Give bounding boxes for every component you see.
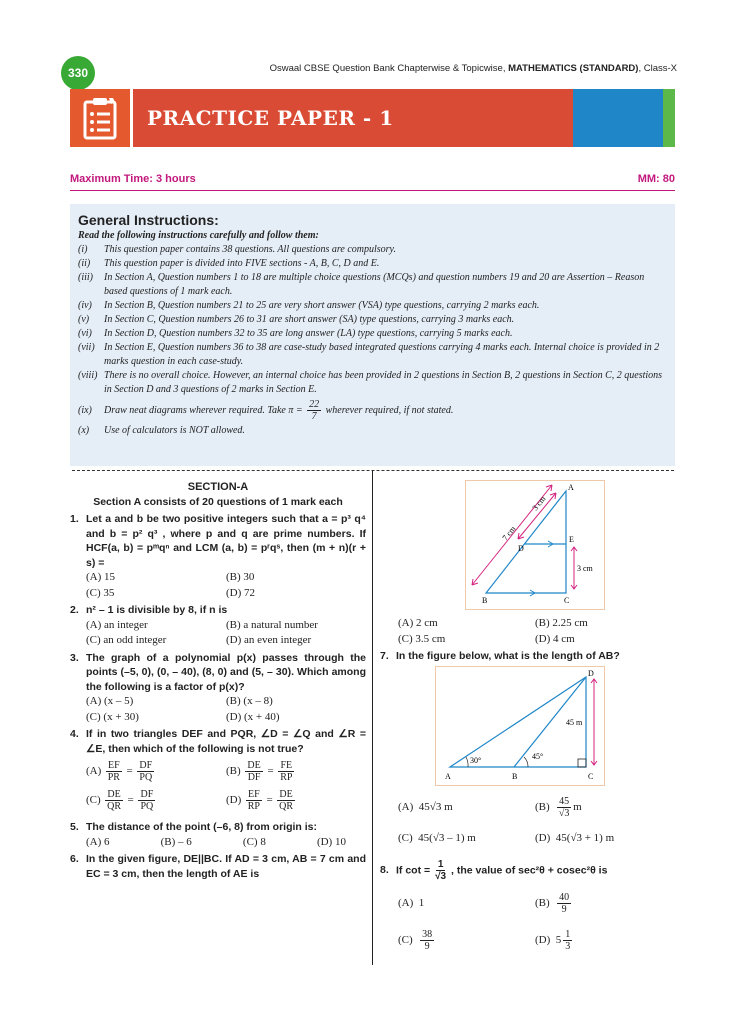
section-divider	[72, 470, 674, 471]
question-text: Let a and b be two positive integers such that a = p³ q⁴ and b = p² q³ , where p and q are prime numbers. If HCF(a, b) = pᵐqⁿ and LCM (a, b) = pʳqˢ, then (m + n)(r + s) =	[86, 513, 366, 569]
title-banner	[70, 89, 675, 147]
option-a: (A) $\frac{EF}{PR}$ = $\frac{DF}{PQ}$	[86, 760, 153, 783]
option-d: (D) 4 cm	[535, 632, 575, 645]
instruction-number: (v)	[78, 314, 90, 325]
question-8-options	[380, 892, 672, 952]
banner-blue-stripe	[573, 89, 663, 147]
question-7	[380, 649, 672, 664]
fraction-numerator: DF	[139, 760, 153, 771]
fraction	[137, 760, 154, 783]
fraction	[563, 929, 572, 952]
section-subtitle: Section A consists of 20 questions of 1 mark each	[93, 495, 343, 508]
instruction-text: In Section E, Question numbers 36 to 38 are case-study based integrated questions carrying 4 marks each. Internal choice is provided in 2 marks question in each case-study.	[104, 342, 660, 367]
fraction-denominator: PQ	[139, 772, 153, 783]
option-a: (A) 2 cm	[398, 617, 438, 629]
option-d	[535, 831, 672, 846]
option-label: (C)	[86, 794, 101, 807]
question-text: n² – 1 is divisible by 8, if n is	[86, 604, 228, 616]
fraction	[138, 789, 155, 812]
fraction-numerator: DF	[140, 789, 154, 800]
fraction	[106, 760, 122, 783]
column-divider	[372, 470, 373, 965]
instruction-item	[78, 243, 667, 257]
fig7-height: 45 m	[566, 717, 583, 727]
option-b: (B) 2.25 cm	[535, 617, 588, 629]
fraction-numerator: EF	[108, 760, 120, 771]
right-column	[380, 480, 672, 952]
pi-fraction	[307, 399, 321, 422]
meta-divider	[70, 190, 675, 191]
option-c	[398, 831, 535, 846]
option-label: (D)	[535, 831, 551, 844]
instruction-number: (ii)	[78, 258, 91, 269]
banner-title-box	[133, 89, 573, 147]
option-d: (D) an even integer	[226, 634, 312, 646]
question-text: In the given figure, DE||BC. If AD = 3 cm, AB = 7 cm and EC = 3 cm, then the length of AE is	[86, 853, 366, 880]
fraction-numerator: DE	[279, 789, 293, 800]
fig7-label-b: B	[512, 771, 518, 781]
question-number: 8.	[380, 864, 389, 877]
fig6-label-a: A	[568, 483, 574, 492]
option-c: (C) 3.5 cm	[398, 632, 446, 645]
instruction-number: (x)	[78, 425, 90, 436]
instruction-item	[78, 341, 667, 369]
instructions-heading: General Instructions:	[78, 212, 219, 228]
option-value: 45(√3 – 1) m	[418, 831, 476, 844]
fraction	[278, 760, 294, 783]
running-header-subject: MATHEMATICS (STANDARD)	[508, 63, 639, 74]
question-number: 3.	[70, 651, 79, 664]
question-number: 4.	[70, 728, 79, 740]
fraction-numerator: 45	[559, 795, 570, 807]
fraction-denominator: √3	[435, 871, 447, 882]
instruction-text	[104, 399, 667, 422]
question-number: 2.	[70, 604, 79, 616]
fraction-numerator: 1	[565, 929, 571, 940]
option-b: (B) 30	[226, 571, 255, 583]
fraction	[277, 789, 294, 812]
mixed-whole: 5	[555, 934, 562, 947]
fraction-numerator: FE	[280, 760, 293, 771]
fraction-denominator: 7	[311, 411, 317, 422]
page-number-badge: 330	[61, 56, 95, 90]
fig6-length-ad: 3 cm	[530, 494, 548, 513]
option-d	[535, 929, 672, 952]
option-unit: m	[573, 800, 582, 813]
fig7-label-d: D	[588, 668, 594, 678]
question-3	[70, 651, 366, 695]
instruction-text: There is no overall choice. However, an internal choice has been provided in 2 questions in Section B, 2 questions in Section C, 2 questions in Section D and 3 questions of 2 marks in Section E.	[104, 370, 663, 395]
clipboard-list-icon	[70, 89, 133, 147]
option-label: (B)	[535, 800, 550, 813]
question-7-options	[380, 796, 672, 846]
running-header	[270, 63, 677, 74]
fraction-numerator: 1	[437, 859, 444, 870]
fraction-denominator: DF	[247, 772, 261, 783]
question-text: The distance of the point (–6, 8) from origin is:	[86, 821, 318, 833]
fraction	[420, 929, 434, 952]
fig6-label-c: C	[564, 596, 570, 605]
option-d: (D) 72	[226, 586, 256, 599]
instruction-item	[78, 369, 667, 397]
option-label: (C)	[398, 831, 413, 844]
question-7-figure	[435, 666, 605, 786]
question-4-options	[70, 760, 366, 812]
option-c: (C) (x + 30)	[86, 710, 139, 723]
question-6	[70, 852, 366, 881]
option-c: (C) 35	[86, 586, 115, 599]
instruction-item	[78, 424, 667, 438]
instruction-item	[78, 257, 667, 271]
fraction-denominator: √3	[558, 807, 570, 819]
option-a: (A) 15	[86, 571, 116, 583]
fig6-label-e: E	[569, 535, 574, 544]
option-d: (D) 10	[316, 835, 346, 848]
option-c: (C) $\frac{DE}{QR}$ = $\frac{DF}{PQ}$	[86, 789, 154, 812]
fraction-denominator: 3	[565, 941, 571, 952]
fraction	[435, 859, 446, 882]
instruction-number: (vii)	[78, 342, 95, 353]
option-a: (A) an integer	[86, 618, 148, 631]
instruction-text: In Section C, Question numbers 26 to 31 are short answer (SA) type questions, carrying 3 marks each.	[104, 314, 515, 325]
fraction-numerator: DE	[107, 789, 121, 800]
question-2	[70, 603, 366, 618]
fraction-numerator: 38	[422, 929, 433, 940]
instruction-item	[78, 327, 667, 341]
fraction	[557, 892, 571, 915]
instruction-number: (viii)	[78, 370, 98, 381]
question-4	[70, 727, 366, 756]
option-label: (A)	[398, 897, 414, 910]
fraction-denominator: QR	[107, 801, 122, 812]
fraction-denominator: QR	[279, 801, 294, 812]
option-b: (B) – 6	[160, 835, 192, 848]
option-b	[535, 892, 672, 915]
fraction-numerator: 40	[559, 892, 570, 903]
question-1-options	[70, 570, 366, 600]
option-value: 1	[418, 897, 425, 910]
left-column	[70, 480, 366, 881]
question-text: In the figure below, what is the length of AB?	[396, 650, 620, 662]
question-2-options	[70, 618, 366, 648]
fraction-numerator: EF	[248, 789, 260, 800]
option-b: (B) $\frac{DE}{DF}$ = $\frac{FE}{RP}$	[226, 760, 293, 783]
fig6-length-ec: 3 cm	[577, 564, 593, 573]
instruction-item	[78, 299, 667, 313]
option-value: 45√3 m	[418, 800, 453, 813]
fig7-angle-b: 45°	[532, 751, 544, 761]
instruction-number: (i)	[78, 244, 88, 255]
option-label: (C)	[398, 934, 413, 947]
option-c	[398, 929, 535, 952]
instruction-number: (iii)	[78, 272, 93, 283]
max-marks: MM: 80	[637, 173, 675, 185]
option-a: (A) (x – 5)	[86, 695, 134, 707]
general-instructions	[70, 204, 675, 466]
option-label: (D)	[535, 934, 551, 947]
fraction-denominator: 9	[424, 941, 430, 952]
instruction-number: (vi)	[78, 328, 92, 339]
instruction-text: In Section A, Question numbers 1 to 18 are multiple choice questions (MCQs) and question numbers 19 and 20 are Assertion – Reason based questions of 1 mark each.	[104, 272, 645, 297]
instruction-item	[78, 313, 667, 327]
fraction	[245, 760, 262, 783]
fig7-label-a: A	[445, 771, 451, 781]
question-number: 6.	[70, 853, 79, 865]
exam-meta	[70, 173, 675, 185]
question-number: 5.	[70, 821, 79, 833]
question-5-options	[70, 835, 366, 850]
option-label: (D)	[226, 794, 242, 807]
instruction-number: (ix)	[78, 404, 92, 416]
fraction-denominator: PQ	[140, 801, 154, 812]
running-header-class: , Class-X	[638, 63, 677, 74]
option-a	[398, 892, 535, 915]
instruction-text: This question paper is divided into FIVE sections - A, B, C, D and E.	[104, 258, 380, 269]
fraction	[246, 789, 262, 812]
question-5	[70, 820, 366, 835]
fraction-denominator: 9	[561, 904, 567, 915]
question-number: 7.	[380, 650, 389, 662]
option-b: (B) a natural number	[226, 618, 318, 631]
section-title: SECTION-A	[187, 481, 249, 493]
fig6-length-ab: 7 cm	[500, 524, 518, 543]
option-b	[535, 796, 672, 819]
option-a	[398, 796, 535, 819]
option-d: (D) $\frac{EF}{RP}$ = $\frac{DE}{QR}$	[226, 789, 294, 812]
question-1	[70, 512, 366, 570]
banner-green-stripe	[663, 89, 675, 147]
fraction-numerator: DE	[247, 760, 261, 771]
option-label: (A)	[86, 765, 102, 778]
option-b: (B) (x – 8)	[226, 695, 273, 707]
max-time: Maximum Time: 3 hours	[70, 173, 196, 185]
fig7-angle-a: 30°	[470, 755, 482, 765]
option-c: (C) an odd integer	[86, 634, 167, 646]
page-title: PRACTICE PAPER - 1	[147, 106, 394, 130]
instructions-lead: Read the following instructions carefully and follow them:	[78, 230, 319, 241]
option-c: (C) 8	[242, 835, 266, 848]
fig7-label-c: C	[588, 771, 594, 781]
question-text	[396, 859, 672, 882]
fraction-numerator: 22	[309, 399, 320, 410]
option-label: (B)	[226, 765, 241, 778]
question-6-options	[380, 616, 672, 646]
question-text-post: , the value of sec²θ + cosec²θ is	[448, 864, 608, 877]
running-header-prefix: Oswaal CBSE Question Bank Chapterwise & Topicwise,	[269, 63, 509, 74]
instruction-text: In Section D, Question numbers 32 to 35 are long answer (LA) type questions, carrying 5 marks each.	[104, 328, 513, 339]
question-text-pre: If cot =	[396, 864, 434, 877]
option-label: (A)	[398, 800, 414, 813]
instruction-item	[78, 271, 667, 299]
fraction	[557, 796, 571, 819]
option-a: (A) 6	[86, 835, 110, 848]
question-text: The graph of a polynomial p(x) passes through the points (–5, 0), (0, – 40), (8, 0) and (5, – 30). Which among the following is a factor of p(x)?	[86, 651, 366, 693]
fraction-denominator: RP	[247, 801, 260, 812]
question-6-figure	[465, 480, 605, 610]
question-text: If in two triangles DEF and PQR, ∠D = ∠Q and ∠R = ∠E, then which of the following is not true?	[86, 728, 366, 755]
instruction-text: Use of calculators is NOT allowed.	[104, 425, 245, 436]
option-value: 45(√3 + 1) m	[555, 831, 615, 844]
question-number: 1.	[70, 513, 79, 525]
instruction-text: This question paper contains 38 questions. All questions are compulsory.	[104, 244, 396, 255]
fig6-label-d: D	[518, 544, 524, 553]
fraction	[105, 789, 122, 812]
question-3-options	[70, 694, 366, 724]
option-d: (D) (x + 40)	[226, 710, 280, 723]
fig6-label-b: B	[482, 596, 488, 605]
instruction-text: In Section B, Question numbers 21 to 25 are very short answer (VSA) type questions, carrying 2 marks each.	[104, 300, 540, 311]
instruction-number: (iv)	[78, 300, 92, 311]
instruction-item	[78, 399, 667, 422]
instruction-text-pre: Draw neat diagrams wherever required. Take π =	[104, 404, 306, 416]
fraction-denominator: RP	[280, 772, 293, 783]
fraction-denominator: PR	[107, 772, 120, 783]
option-label: (B)	[535, 897, 550, 910]
instruction-text-post: wherever required, if not stated.	[323, 404, 454, 416]
question-8	[380, 859, 672, 882]
